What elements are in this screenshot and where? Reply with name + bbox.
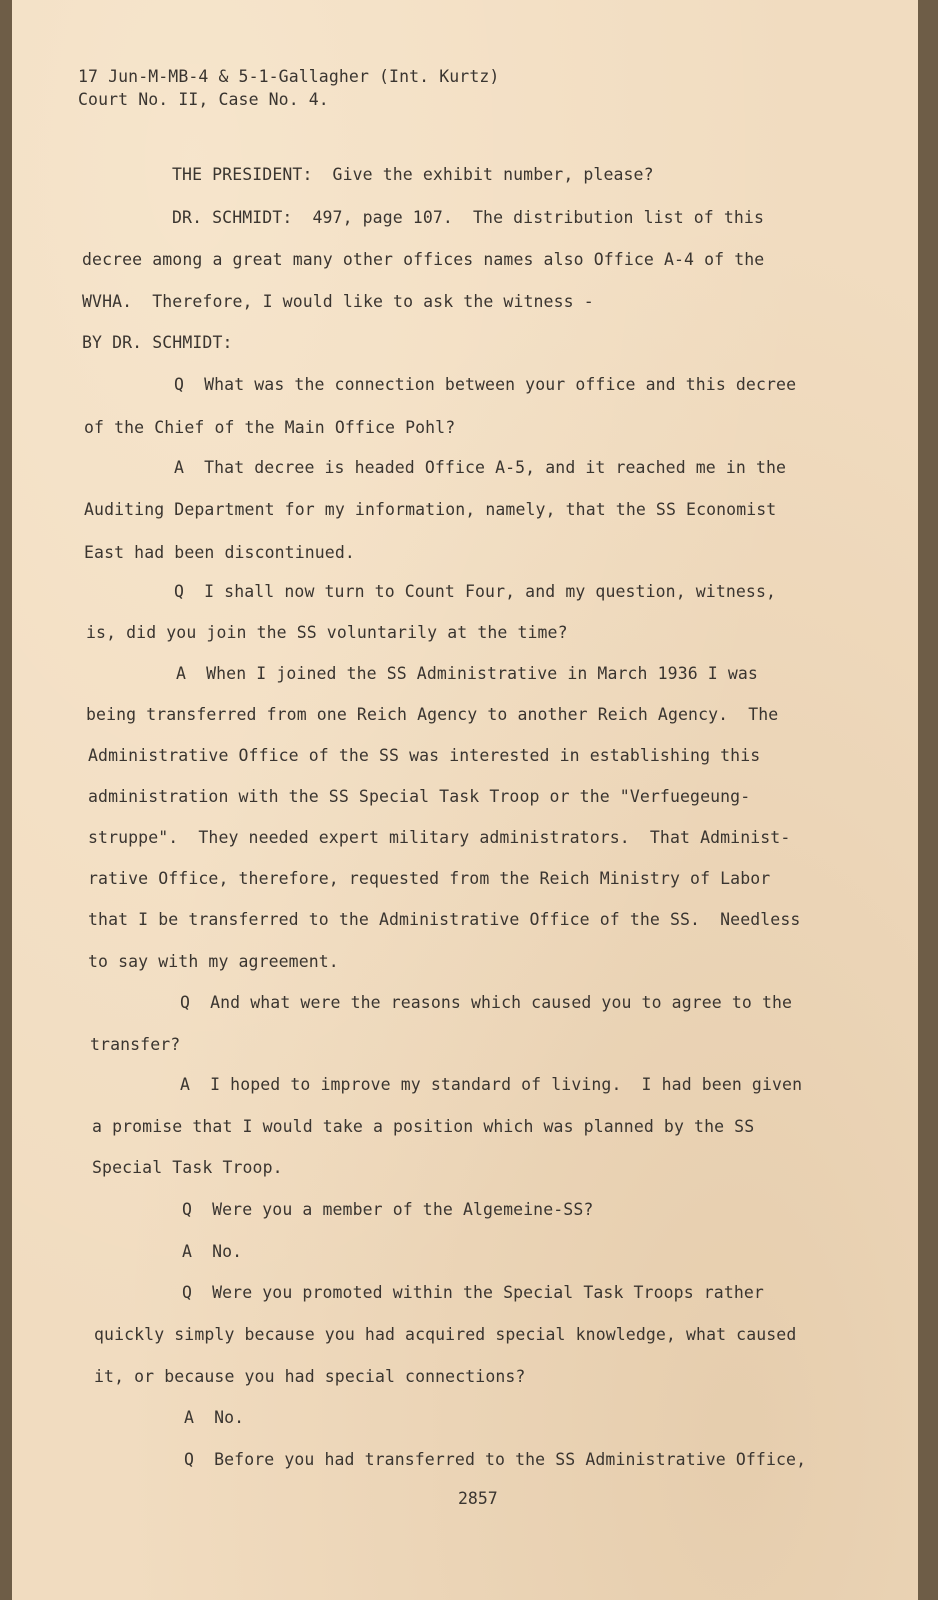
body-line: Auditing Department for my information, namely, that the SS Economist (84, 500, 777, 519)
body-line: Q Were you a member of the Algemeine-SS? (182, 1200, 594, 1219)
body-line: WVHA. Therefore, I would like to ask the witness - (82, 292, 594, 311)
header-line-2: Court No. II, Case No. 4. (78, 90, 329, 109)
body-line: being transferred from one Reich Agency to another Reich Agency. The (86, 705, 779, 724)
body-line: of the Chief of the Main Office Pohl? (84, 418, 456, 437)
page-number: 2857 (458, 1489, 498, 1508)
body-line: Special Task Troop. (92, 1158, 283, 1177)
body-line: East had been discontinued. (84, 543, 355, 562)
body-line: transfer? (90, 1035, 181, 1054)
body-line: decree among a great many other offices names also Office A-4 of the (82, 250, 765, 269)
body-line: struppe". They needed expert military administrators. That Administ- (88, 828, 791, 847)
body-line: rative Office, therefore, requested from the Reich Ministry of Labor (88, 869, 771, 888)
document-page (12, 0, 918, 1600)
body-line: BY DR. SCHMIDT: (82, 333, 233, 352)
body-line: Q And what were the reasons which caused you to agree to the (180, 993, 793, 1012)
body-line: DR. SCHMIDT: 497, page 107. The distribution list of this (172, 208, 764, 227)
body-line: quickly simply because you had acquired special knowledge, what caused (94, 1325, 797, 1344)
body-line: Administrative Office of the SS was interested in establishing this (88, 746, 761, 765)
body-line: Q Before you had transferred to the SS Administrative Office, (184, 1450, 807, 1469)
body-line: it, or because you had special connections? (94, 1367, 526, 1386)
body-line: Q What was the connection between your office and this decree (174, 375, 797, 394)
body-line: A No. (182, 1242, 243, 1261)
body-line: A I hoped to improve my standard of living. I had been given (180, 1075, 803, 1094)
body-line: that I be transferred to the Administrative Office of the SS. Needless (88, 910, 801, 929)
body-line: THE PRESIDENT: Give the exhibit number, please? (172, 165, 654, 184)
header-line-1: 17 Jun-M-MB-4 & 5-1-Gallagher (Int. Kurtz) (78, 67, 500, 86)
body-line: Q I shall now turn to Count Four, and my question, witness, (174, 582, 777, 601)
body-line: to say with my agreement. (88, 952, 339, 971)
body-line: administration with the SS Special Task Troop or the "Verfuegeung- (88, 787, 751, 806)
body-line: Q Were you promoted within the Special Task Troops rather (182, 1283, 764, 1302)
body-line: A That decree is headed Office A-5, and it reached me in the (174, 458, 787, 477)
body-line: A No. (184, 1408, 245, 1427)
body-line: A When I joined the SS Administrative in March 1936 I was (176, 664, 758, 683)
body-line: is, did you join the SS voluntarily at the time? (86, 623, 568, 642)
body-line: a promise that I would take a position which was planned by the SS (92, 1117, 755, 1136)
